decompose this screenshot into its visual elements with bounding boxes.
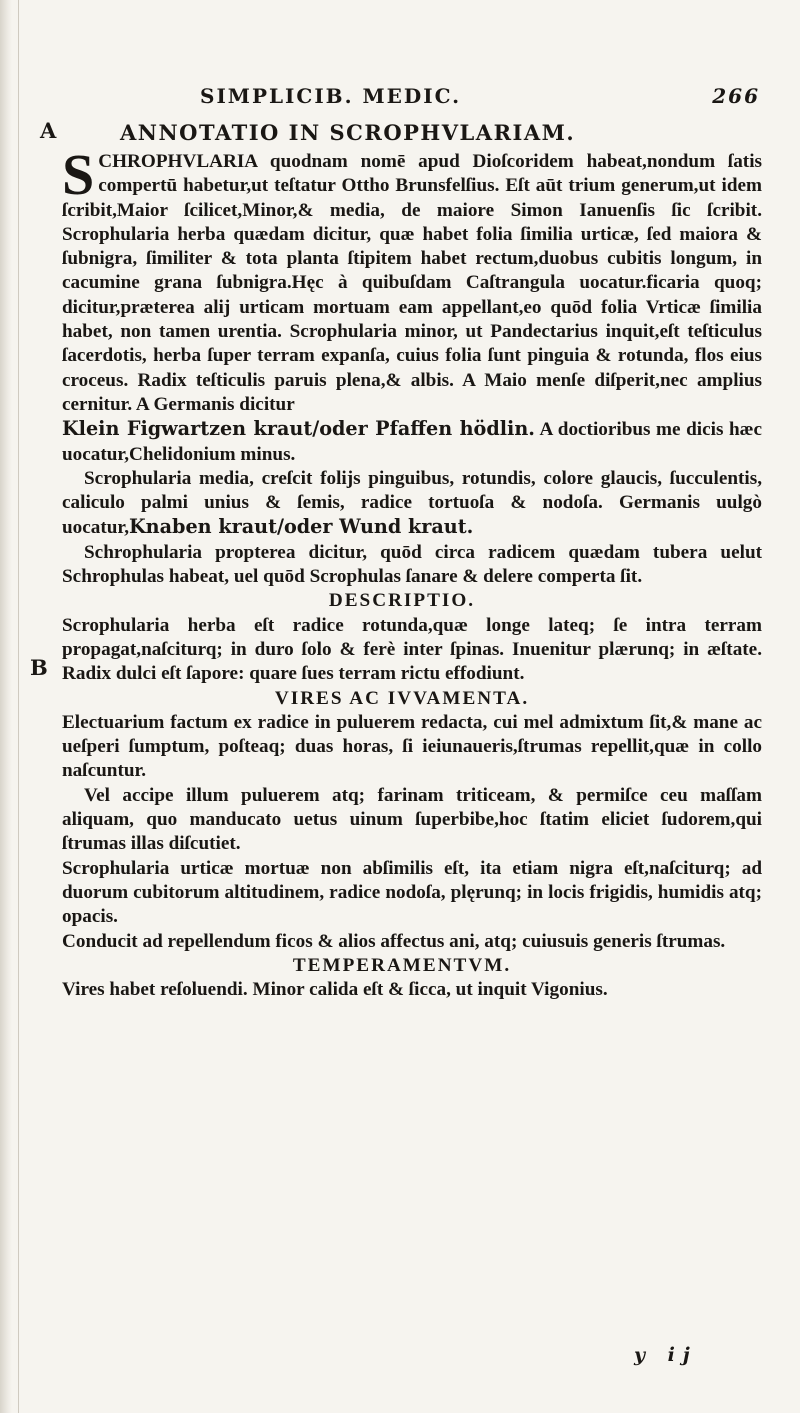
heading-descriptio: DESCRIPTIO. [328,590,476,612]
paragraph-11 [62,930,762,954]
paragraph-4-text: Schrophularia propterea dicitur, quōd circa radicem quædam tubera uelut Schrophulas habeat, uel quōd Scrophulas ſanare & delere comperta ſit. [62,541,762,588]
paragraph-1 [62,142,762,417]
paragraph-3 [62,467,762,541]
heading-vires: VIRES AC IVVAMENTA. [274,687,530,709]
paragraph-6-text: Scrophularia herba eſt radice rotunda,quæ longe lateq; ſe intra terram propagat,naſciturq; in duro ſolo & ferè inter ſpinas. Inuenitur plærunq; in æſtate. Radix dulci eſt ſapore: quare ſues terram rictu effodiunt. [62,614,762,685]
paragraph-1-text: CHROPHVLARIA quodnam nomē apud Dioſcoridem habeat,nondum ſatis compertū habetur,ut teſtatur Ottho Brunsfelſius. Eſt aūt trium generum,ut idem ſcribit,Maior ſcilicet,Minor,& media, de maiore Simon Ianuenſis ſic ſcribit. Scrophularia herba quædam dicitur, quæ habet folia ſimilia urticæ, ſed maiora & ſubnigra, ſimiliter & tota planta ſtipitem habet rectum,duobus cubitis longum, in cacumine grana ſubnigra.Hęc à quibuſdam Caſtrangula uocatur.ficaria quoq; dicitur,præterea alij urticam mortuam eam appellant,eo quōd folia Vrticæ ſimilia habet, non tamen urentia. Scrophularia minor, ut Pandectarius inquit,eſt teſticulus ſacerdotis, herba ſuper terram expanſa, cuius folia ſunt pinguia & rotunda, flos eius croceus. Radix teſticulis paruis plena,& albis. A Maio menſe diſperit,nec amplius cernitur. A Germanis dicitur [62,151,762,415]
margin-letter-a: A [40,118,57,143]
paragraph-8-text: Electuarium factum ex radice in puluerem redacta, cui mel admixtum ſit,& mane ac ueſperi ſumptum, poſteaq; duas horas, ſi ieiunaueris,ſtrumas repellit,quæ in collo naſcuntur. [62,711,762,782]
paragraph-10 [62,857,762,930]
paragraph-9 [62,784,762,857]
body-text [62,142,762,1002]
heading-temperamentum: TEMPERAMENTVM. [292,954,512,976]
paragraph-3-text: Scrophularia media, creſcit folijs pinguibus, rotundis, colore glaucis, ſucculentis, caliculo palmi unius & ſemis, radice tortuoſa & nodoſa. Germanis uulgò uocatur, [62,467,762,539]
german-name-1: Klein Figwartzen kraut/oder Pfaffen hödlin. [62,417,535,441]
annotation-title: ANNOTATIO IN SCROPHVLARIAM. [120,120,576,145]
drop-cap: S [62,142,95,207]
margin-letter-b: B [30,655,48,680]
paragraph-6 [62,614,762,687]
paragraph-9-text: Vel accipe illum puluerem atq; farinam triticeam, & permiſce ceu maſſam aliquam, quo manducato uetus uinum ſuperbibe,hoc ſtatim eliciet ſudorem,qui ſtrumas illas diſcutiet. [62,784,762,855]
page-number: 266 [712,84,760,108]
paragraph-13 [62,978,762,1002]
paragraph-13-text: Vires habet reſoluendi. Minor calida eſt & ſicca, ut inquit Vigonius. [62,979,608,1001]
paragraph-4 [62,541,762,590]
paragraph-11-text: Conducit ad repellendum ficos & alios affectus ani, atq; cuiusuis generis ſtrumas. [62,930,726,952]
signature-mark: y ij [634,1344,698,1366]
paragraph-10-text: Scrophularia urticæ mortuæ non abſimilis eſt, ita etiam nigra eſt,naſciturq; ad duorum cubitorum altitudinem, radice nodoſa, plęrunq; in locis frigidis, humidis atq; opacis. [62,857,762,928]
paragraph-8 [62,711,762,784]
gutter-rule [18,0,19,1413]
page-gutter-shadow [0,0,12,1413]
paragraph-2-text: A doctioribus me dicis hæc uocatur,Chelidonium minus. [62,419,762,465]
german-name-2: Knaben kraut/oder Wund kraut. [129,515,474,539]
running-head-title: SIMPLICIB. MEDIC. [200,84,462,108]
paragraph-2 [62,417,762,467]
